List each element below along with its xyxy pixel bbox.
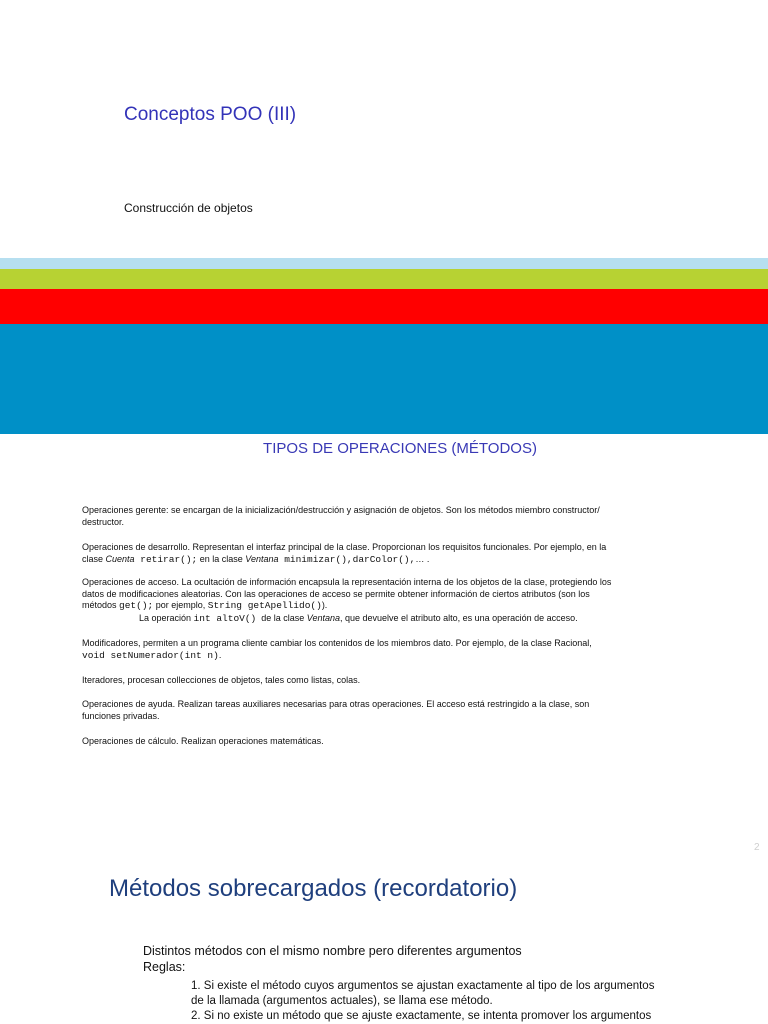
text-line: Iteradores, procesan collecciones de objetos, tales como listas, colas. bbox=[82, 675, 361, 685]
text: métodos bbox=[82, 600, 120, 610]
text-line bbox=[139, 613, 749, 625]
text: La operación bbox=[139, 613, 194, 623]
text: por ejemplo, bbox=[153, 600, 208, 610]
paragraph-modificadores bbox=[82, 638, 692, 661]
text-line: Operaciones de cálculo. Realizan operaciones matemáticas. bbox=[82, 736, 324, 746]
text: … . bbox=[415, 553, 430, 564]
class-name: Cuenta bbox=[105, 553, 135, 564]
decorative-band-lime bbox=[0, 269, 768, 289]
page-number: 2 bbox=[754, 842, 760, 853]
paragraph-ayuda bbox=[82, 699, 692, 722]
overload-title: Métodos sobrecargados (recordatorio) bbox=[109, 875, 518, 902]
paragraph-acceso bbox=[82, 577, 692, 612]
text: clase bbox=[82, 553, 106, 564]
slide-subtitle: Construcción de objetos bbox=[124, 201, 253, 215]
operations-title: TIPOS DE OPERACIONES (MÉTODOS) bbox=[263, 440, 537, 457]
overload-intro bbox=[143, 944, 522, 975]
text: en la clase bbox=[197, 553, 246, 564]
text-line bbox=[82, 650, 692, 662]
code-snippet: void setNumerador(int n) bbox=[82, 649, 219, 661]
text-line: Reglas: bbox=[143, 959, 186, 974]
paragraph-calculo bbox=[82, 736, 692, 748]
code-snippet: get(); bbox=[119, 600, 154, 611]
paragraph-iteradores bbox=[82, 675, 692, 687]
decorative-band-red bbox=[0, 289, 768, 324]
text-line: destructor. bbox=[82, 516, 125, 527]
overload-rules bbox=[191, 979, 654, 1024]
text: . bbox=[218, 649, 222, 660]
text: de la clase bbox=[256, 613, 307, 623]
class-name: Ventana bbox=[245, 553, 279, 564]
class-name: Ventana bbox=[306, 613, 340, 623]
paragraph-altov bbox=[139, 613, 749, 625]
paragraph-gerente bbox=[82, 505, 692, 528]
text-line bbox=[82, 554, 692, 566]
text-line: Operaciones de desarrollo. Representan el interfaz principal de la clase. Proporcionan los requisitos funcionales. Por ejemplo, en la bbox=[82, 542, 607, 552]
decorative-band-blue bbox=[0, 324, 768, 434]
rule-line: 1. Si existe el método cuyos argumentos se ajustan exactamente al tipo de los argumentos bbox=[191, 980, 655, 992]
rule-line: de la llamada (argumentos actuales), se llama ese método. bbox=[191, 995, 493, 1007]
text-line: Distintos métodos con el mismo nombre pero diferentes argumentos bbox=[143, 944, 522, 958]
text-line: Modificadores, permiten a un programa cliente cambiar los contenidos de los miembros dato. Por ejemplo, de la clase Racional, bbox=[82, 638, 592, 648]
text-line: Operaciones gerente: se encargan de la inicialización/destrucción y asignación de objetos. Son los métodos miembro constructor/ bbox=[82, 505, 600, 515]
paragraph-desarrollo bbox=[82, 542, 692, 565]
code-snippet: retirar(); bbox=[134, 553, 198, 565]
text-line: Operaciones de acceso. La ocultación de información encapsula la representación interna de los objetos de la clase, protegiendo los bbox=[82, 577, 612, 587]
slide-title: Conceptos POO (III) bbox=[124, 104, 297, 125]
text-line bbox=[82, 600, 692, 612]
code-snippet: int altoV() bbox=[193, 613, 257, 624]
text-line: datos de modificaciones aleatorias. Con las operaciones de acceso se permite obtener información de ciertos atributos (son los bbox=[82, 588, 590, 599]
text-line: Operaciones de ayuda. Realizan tareas auxiliares necesarias para otras operaciones. El acceso está restringido a la clase, son bbox=[82, 699, 590, 709]
code-snippet: minimizar(),darColor(), bbox=[278, 553, 416, 565]
text: , que devuelve el atributo alto, es una operación de acceso. bbox=[340, 613, 578, 623]
text-line: funciones privadas. bbox=[82, 710, 160, 721]
text: ). bbox=[321, 600, 328, 610]
code-snippet: String getApellido() bbox=[207, 600, 322, 611]
rule-line: 2. Si no existe un método que se ajuste exactamente, se intenta promover los argumentos bbox=[191, 1010, 652, 1022]
decorative-band-light-blue bbox=[0, 258, 768, 269]
